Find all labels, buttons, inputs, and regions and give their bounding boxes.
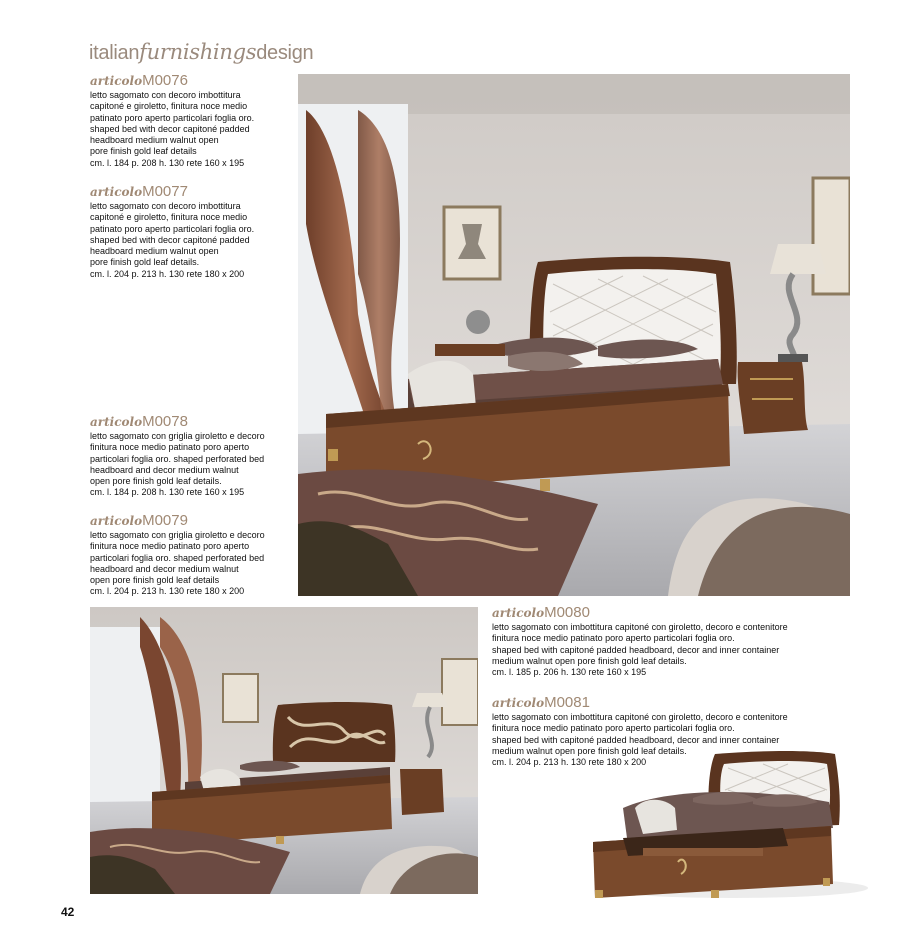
article-line: particolari foglia oro. shaped perforated bed — [90, 552, 265, 563]
article-line: shaped bed with capitoné padded headboard, decor and inner container — [492, 644, 780, 655]
article-line: finitura noce medio patinato poro aperto particolari foglia oro. — [492, 723, 735, 734]
article-m0079 — [90, 513, 265, 598]
article-line: cm. l. 204 p. 213 h. 130 rete 180 x 200 — [90, 268, 245, 279]
article-line: cm. l. 204 p. 213 h. 130 rete 180 x 200 — [492, 757, 647, 768]
article-code: M0079 — [142, 512, 188, 529]
article-title — [90, 73, 254, 89]
article-line: shaped bed with capitoné padded headboard, decor and inner container — [492, 734, 780, 745]
article-line: patinato poro aperto particolari foglia oro. — [90, 223, 255, 234]
article-line: headboard medium walnut open — [90, 135, 219, 146]
article-code: M0076 — [142, 72, 188, 89]
article-label: articolo — [90, 185, 143, 199]
page-number: 42 — [61, 905, 75, 919]
article-line: particolari foglia oro. shaped perforated bed — [90, 453, 265, 464]
article-line: finitura noce medio patinato poro aperto — [90, 541, 250, 552]
article-title — [492, 605, 788, 621]
article-line: finitura noce medio patinato poro aperto particolari foglia oro. — [492, 633, 735, 644]
header-suffix: design — [256, 42, 314, 64]
article-m0078 — [90, 414, 265, 499]
article-code: M0081 — [544, 694, 590, 711]
article-line: capitoné e giroletto, finitura noce medio — [90, 212, 248, 223]
article-m0076 — [90, 73, 254, 169]
article-line: open pore finish gold leaf details. — [90, 476, 222, 487]
article-code: M0080 — [544, 604, 590, 621]
bedroom-scene-secondary — [90, 607, 478, 894]
article-line: cm. l. 185 p. 206 h. 130 rete 160 x 195 — [492, 667, 647, 678]
article-line: letto sagomato con imbottitura capitoné con giroletto, decoro e contenitore — [492, 622, 788, 632]
article-label: articolo — [90, 74, 143, 88]
article-code: M0077 — [142, 183, 188, 200]
article-line: cm. l. 184 p. 208 h. 130 rete 160 x 195 — [90, 487, 245, 498]
article-title — [90, 414, 265, 430]
article-m0080 — [492, 605, 788, 678]
article-line: letto sagomato con imbottitura capitoné con giroletto, decoro e contenitore — [492, 712, 788, 722]
article-line: letto sagomato con decoro imbottitura — [90, 201, 241, 211]
article-line: headboard and decor medium walnut — [90, 563, 239, 574]
article-line: pore finish gold leaf details — [90, 146, 197, 157]
article-line: patinato poro aperto particolari foglia oro. — [90, 112, 255, 123]
article-line: shaped bed with decor capitoné padded — [90, 234, 250, 245]
article-line: medium walnut open pore finish gold leaf details. — [492, 745, 687, 756]
article-line: finitura noce medio patinato poro aperto — [90, 442, 250, 453]
article-line: capitoné e giroletto, finitura noce medio — [90, 101, 248, 112]
article-line: headboard medium walnut open — [90, 246, 219, 257]
article-line: medium walnut open pore finish gold leaf details. — [492, 655, 687, 666]
article-m0077 — [90, 184, 254, 280]
article-line: letto sagomato con decoro imbottitura — [90, 90, 241, 100]
article-line: letto sagomato con griglia giroletto e decoro — [90, 431, 265, 441]
brand-header — [89, 40, 313, 65]
article-label: articolo — [492, 606, 545, 620]
header-prefix: italian — [89, 42, 140, 64]
bedroom-photo-main — [298, 74, 850, 596]
article-line: letto sagomato con griglia giroletto e decoro — [90, 530, 265, 540]
article-line: cm. l. 184 p. 208 h. 130 rete 160 x 195 — [90, 157, 245, 168]
article-line: open pore finish gold leaf details — [90, 575, 220, 586]
bedroom-photo-secondary — [90, 607, 478, 894]
article-code: M0078 — [142, 413, 188, 430]
bedroom-scene-main — [298, 74, 850, 596]
storage-bed-photo — [583, 750, 869, 902]
header-script: furnishings — [139, 40, 257, 64]
storage-bed-illustration — [583, 750, 869, 902]
article-label: articolo — [90, 415, 143, 429]
article-line: shaped bed with decor capitoné padded — [90, 123, 250, 134]
article-title — [90, 184, 254, 200]
article-label: articolo — [90, 514, 143, 528]
article-label: articolo — [492, 696, 545, 710]
article-title — [90, 513, 265, 529]
article-line: cm. l. 204 p. 213 h. 130 rete 180 x 200 — [90, 586, 245, 597]
article-line: pore finish gold leaf details. — [90, 257, 200, 268]
article-title — [492, 695, 788, 711]
article-line: headboard and decor medium walnut — [90, 464, 239, 475]
